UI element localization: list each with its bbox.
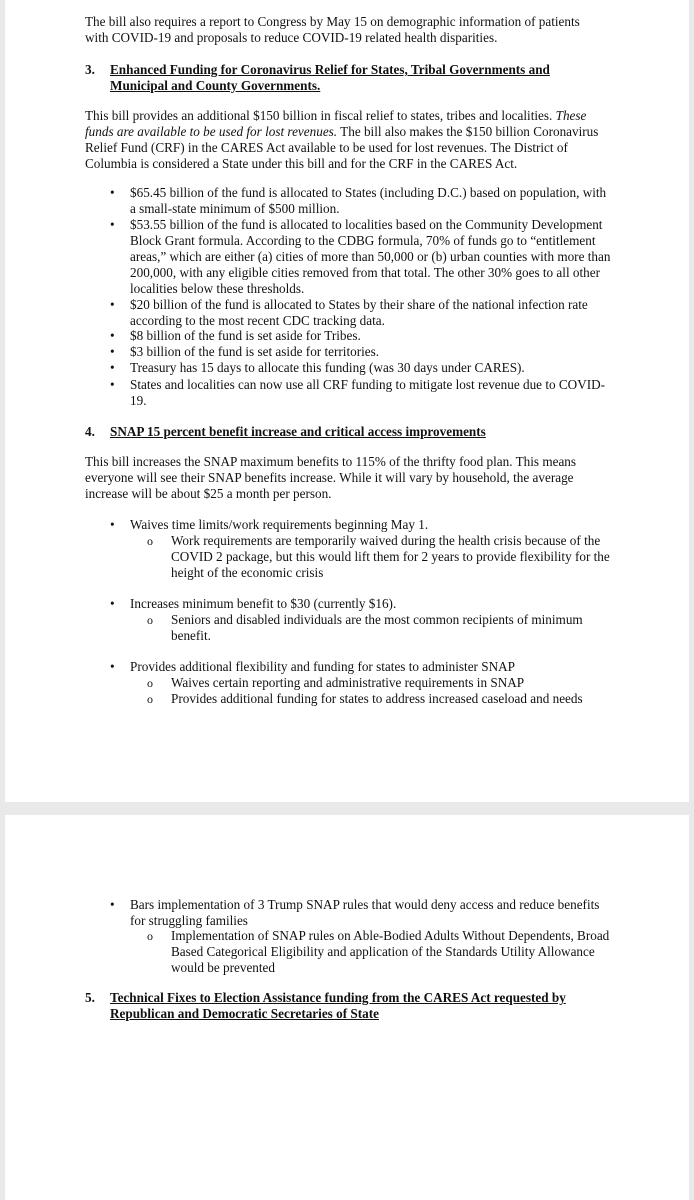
bullet-marker: • bbox=[110, 328, 115, 343]
sub-bullet-marker: o bbox=[147, 613, 153, 627]
sub-bullet-marker: o bbox=[147, 929, 153, 943]
sub-bullet-marker: o bbox=[147, 534, 153, 548]
bullet-text: Bars implementation of 3 Trump SNAP rules that would deny access and reduce benefits for struggling families bbox=[130, 897, 600, 928]
bullet-marker: • bbox=[110, 596, 115, 611]
bullet-marker: • bbox=[110, 897, 115, 912]
section-3-paragraph bbox=[85, 108, 605, 172]
section-3-para-text-b: The bill also makes the $150 billion Coronavirus Relief Fund (CRF) in the CARES Act available to be used for lost revenues. The District of Columbia is considered a State under this bill and for the CRF in the CARES Act. bbox=[85, 124, 599, 171]
document-page-2 bbox=[5, 815, 689, 1200]
section-4-number: 4. bbox=[85, 424, 95, 439]
section-3-number: 3. bbox=[85, 62, 95, 77]
bullet-text: $3 billion of the fund is set aside for territories. bbox=[130, 344, 380, 359]
sub-bullet-marker: o bbox=[147, 692, 153, 706]
sub-bullet-text: Seniors and disabled individuals are the most common recipients of minimum benefit. bbox=[171, 612, 583, 643]
bullet-marker: • bbox=[110, 377, 115, 392]
intro-paragraph: The bill also requires a report to Congress by May 15 on demographic information of patients with COVID-19 and proposals to reduce COVID-19 related health disparities. bbox=[85, 14, 580, 45]
bullet-text: Increases minimum benefit to $30 (currently $16). bbox=[130, 596, 397, 611]
section-5-heading bbox=[85, 990, 605, 1022]
section-3-heading bbox=[85, 62, 605, 94]
bullet-text: $8 billion of the fund is set aside for Tribes. bbox=[130, 328, 361, 343]
section-4-heading bbox=[85, 424, 605, 440]
sub-bullet-text: Implementation of SNAP rules on Able-Bodied Adults Without Dependents, Broad Based Categorical Eligibility and application of the Standards Utility Allowance would be prevented bbox=[171, 928, 610, 975]
bullet-text: States and localities can now use all CRF funding to mitigate lost revenue due to COVID-19. bbox=[130, 377, 606, 408]
sub-bullet-marker: o bbox=[147, 676, 153, 690]
bullet-text: $20 billion of the fund is allocated to States by their share of the national infection rate according to the most recent CDC tracking data. bbox=[130, 297, 588, 328]
bullet-marker: • bbox=[110, 297, 115, 312]
bullet-marker: • bbox=[110, 659, 115, 674]
bullet-marker: • bbox=[110, 344, 115, 359]
bullet-marker: • bbox=[110, 517, 115, 532]
bullet-text: $53.55 billion of the fund is allocated to localities based on the Community Development Block Grant formula. According to the CDBG formula, 70% of funds go to “entitlement areas,” which are either (a) cities of more than 50,000 or (b) urban counties with more than 200,000, with any eligible cities removed from that total. The other 30% goes to all other localities below these thresholds. bbox=[130, 217, 611, 296]
bullet-marker: • bbox=[110, 185, 115, 200]
section-4-title: SNAP 15 percent benefit increase and critical access improvements bbox=[110, 424, 486, 439]
sub-bullet-text: Provides additional funding for states to address increased caseload and needs bbox=[171, 691, 583, 706]
bullet-text: Treasury has 15 days to allocate this funding (was 30 days under CARES). bbox=[130, 360, 525, 375]
section-3-para-italic: These funds are available to be used for lost revenues. bbox=[85, 108, 587, 139]
section-3-title: Enhanced Funding for Coronavirus Relief for States, Tribal Governments and Municipal and County Governments. bbox=[110, 62, 550, 93]
sub-bullet-text: Waives certain reporting and administrative requirements in SNAP bbox=[171, 675, 525, 690]
section-4-paragraph: This bill increases the SNAP maximum benefits to 115% of the thrifty food plan. This means everyone will see their SNAP benefits increase. While it will vary by household, the average increase will be about $25 a month per person. bbox=[85, 454, 577, 501]
document-page-1 bbox=[5, 0, 689, 802]
bullet-text: $65.45 billion of the fund is allocated to States (including D.C.) based on population, with a small-state minimum of $500 million. bbox=[130, 185, 607, 216]
sub-bullet-text: Work requirements are temporarily waived during the health crisis because of the COVID 2 package, but this would lift them for 2 years to provide flexibility for the height of the economic crisis bbox=[171, 533, 610, 580]
section-5-number: 5. bbox=[85, 990, 95, 1005]
section-3-para-text-a: This bill provides an additional $150 billion in fiscal relief to states, tribes and localities. bbox=[85, 108, 556, 123]
bullet-text: Waives time limits/work requirements beginning May 1. bbox=[130, 517, 429, 532]
section-5-title: Technical Fixes to Election Assistance funding from the CARES Act requested by Republican and Democratic Secretaries of State bbox=[110, 990, 566, 1021]
bullet-marker: • bbox=[110, 360, 115, 375]
bullet-text: Provides additional flexibility and funding for states to administer SNAP bbox=[130, 659, 515, 674]
bullet-marker: • bbox=[110, 217, 115, 232]
